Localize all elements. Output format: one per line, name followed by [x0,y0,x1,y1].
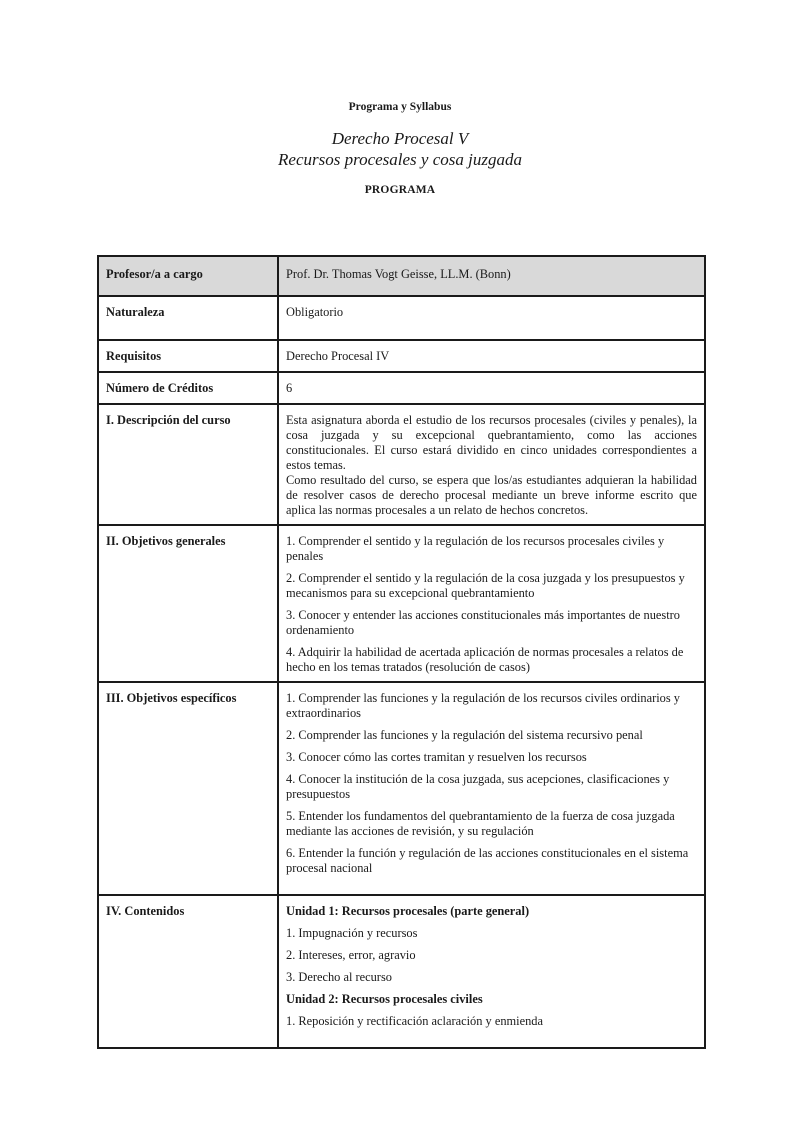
list-item: 4. Adquirir la habilidad de acertada aplicación de normas procesales a relatos de hecho en los temas tratados (resolución de casos) [286,645,684,674]
syllabus-table [97,255,706,1049]
general-objectives-list [278,525,705,682]
document-kicker: Programa y Syllabus [348,101,452,113]
professor-value: Prof. Dr. Thomas Vogt Geisse, LL.M. (Bonn) [278,256,705,296]
professor-label: Profesor/a a cargo [98,256,278,296]
table-row-requirements [98,340,705,372]
table-row-description [98,404,705,525]
specific-objectives-label: III. Objetivos específicos [98,682,278,895]
table-row-general-objectives [98,525,705,682]
course-subtitle: Recursos procesales y cosa juzgada [278,150,522,169]
list-item: 3. Conocer cómo las cortes tramitan y resuelven los recursos [286,750,587,764]
nature-label: Naturaleza [98,296,278,340]
list-item: 2. Comprender el sentido y la regulación de la cosa juzgada y los presupuestos y mecanismos para su excepcional quebrantamiento [286,571,685,600]
list-item: 6. Entender la función y regulación de las acciones constitucionales en el sistema procesal nacional [286,846,689,875]
credits-value: 6 [278,372,705,404]
list-item: 5. Entender los fundamentos del quebrantamiento de la fuerza de cosa juzgada mediante las acciones de revisión, y su regulación [286,809,675,838]
credits-label: Número de Créditos [98,372,278,404]
description-value [278,404,705,525]
list-item: 4. Conocer la institución de la cosa juzgada, sus acepciones, clasificaciones y presupuestos [286,772,670,801]
section-heading: PROGRAMA [364,184,436,196]
contents-label: IV. Contenidos [98,895,278,1048]
description-paragraph: Esta asignatura aborda el estudio de los recursos procesales (civiles y penales), la cosa juzgada y su excepcional quebrantamiento, como las acciones constitucionales. El curso estará dividido en cinco unidades correspondientes a estos temas. [286,413,697,472]
specific-objectives-list [278,682,705,895]
list-item: 2. Comprender las funciones y la regulación del sistema recursivo penal [286,728,643,742]
table-row-contents [98,895,705,1048]
list-item: 1. Impugnación y recursos [286,926,418,940]
description-paragraph: Como resultado del curso, se espera que los/as estudiantes adquieran la habilidad de resolver casos de derecho procesal mediante un breve informe escrito que aplica las normas procesales a un relato de hechos concretos. [286,473,697,517]
unit-heading: Unidad 1: Recursos procesales (parte general) [286,904,530,918]
course-title: Derecho Procesal V [331,129,469,148]
unit-heading: Unidad 2: Recursos procesales civiles [286,992,483,1006]
description-label: I. Descripción del curso [98,404,278,525]
table-row-credits [98,372,705,404]
table-row-professor [98,256,705,296]
list-item: 1. Reposición y rectificación aclaración y enmienda [286,1014,543,1028]
list-item: 3. Derecho al recurso [286,970,392,984]
table-row-nature [98,296,705,340]
contents-list [278,895,705,1048]
requirements-value: Derecho Procesal IV [278,340,705,372]
requirements-label: Requisitos [98,340,278,372]
list-item: 2. Intereses, error, agravio [286,948,416,962]
list-item: 1. Comprender las funciones y la regulación de los recursos civiles ordinarios y extraordinarios [286,691,680,720]
table-row-specific-objectives [98,682,705,895]
general-objectives-label: II. Objetivos generales [98,525,278,682]
list-item: 3. Conocer y entender las acciones constitucionales más importantes de nuestro ordenamiento [286,608,680,637]
nature-value: Obligatorio [278,296,705,340]
list-item: 1. Comprender el sentido y la regulación de los recursos procesales civiles y penales [286,534,665,563]
